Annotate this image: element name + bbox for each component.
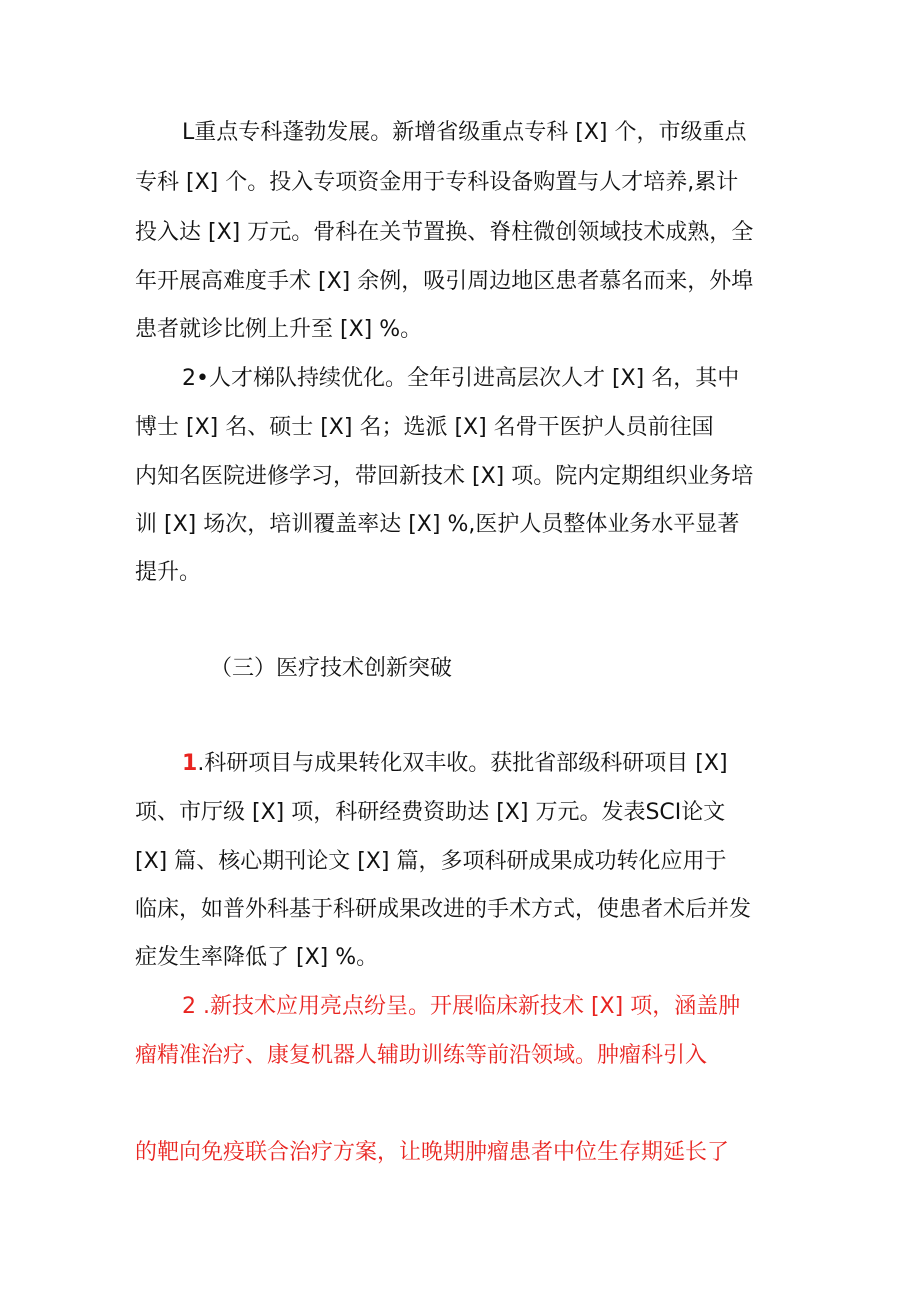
paragraph-3-line-4: 临床，如普外科基于科研成果改进的手术方式，使患者术后并发	[135, 897, 752, 922]
paragraph-4-line-3: 的靶向免疫联合治疗方案，让晚期肿瘤患者中位生存期延长了	[135, 1140, 730, 1165]
paragraph-1-line-5: 患者就诊比例上升至 [X] %。	[135, 317, 423, 342]
paragraph-4-line-1: 2 .新技术应用亮点纷呈。开展临床新技术 [X] 项，涵盖肿	[182, 994, 741, 1019]
paragraph-2-line-4: 训 [X] 场次，培训覆盖率达 [X] %,医护人员整体业务水平显著	[135, 512, 740, 537]
paragraph-4-line-2: 瘤精准治疗、康复机器人辅助训练等前沿领域。肿瘤科引入	[135, 1043, 708, 1068]
paragraph-3-line-1	[182, 749, 842, 779]
paragraph-3-line-3: [X] 篇、核心期刊论文 [X] 篇，多项科研成果成功转化应用于	[135, 849, 727, 874]
paragraph-3-line-5: 症发生率降低了 [X] %。	[135, 945, 379, 970]
paragraph-3-line-2: 项、市厅级 [X] 项，科研经费资助达 [X] 万元。发表SCI论文	[135, 800, 726, 825]
paragraph-3-line-1-text: .科研项目与成果转化双丰收。获批省部级科研项目 [X]	[197, 751, 728, 776]
paragraph-1-line-4: 年开展高难度手术 [X] 余例，吸引周边地区患者慕名而来，外埠	[135, 269, 754, 294]
paragraph-2-line-1: 2•人才梯队持续优化。全年引进高层次人才 [X] 名，其中	[182, 366, 740, 391]
paragraph-2-line-5: 提升。	[135, 560, 202, 585]
paragraph-1-line-1: L重点专科蓬勃发展。新增省级重点专科 [X] 个，市级重点	[182, 120, 747, 145]
paragraph-3-number: 1	[182, 751, 198, 776]
paragraph-1-line-3: 投入达 [X] 万元。骨科在关节置换、脊柱微创领域技术成熟，全	[135, 220, 754, 245]
paragraph-2-line-3: 内知名医院进修学习，带回新技术 [X] 项。院内定期组织业务培	[135, 464, 754, 489]
paragraph-1-line-2: 专科 [X] 个。投入专项资金用于专科设备购置与人才培养,累计	[135, 170, 739, 195]
paragraph-2-line-2: 博士 [X] 名、硕士 [X] 名；选派 [X] 名骨干医护人员前往国	[135, 415, 714, 440]
section-heading: （三）医疗技术创新突破	[210, 656, 453, 681]
